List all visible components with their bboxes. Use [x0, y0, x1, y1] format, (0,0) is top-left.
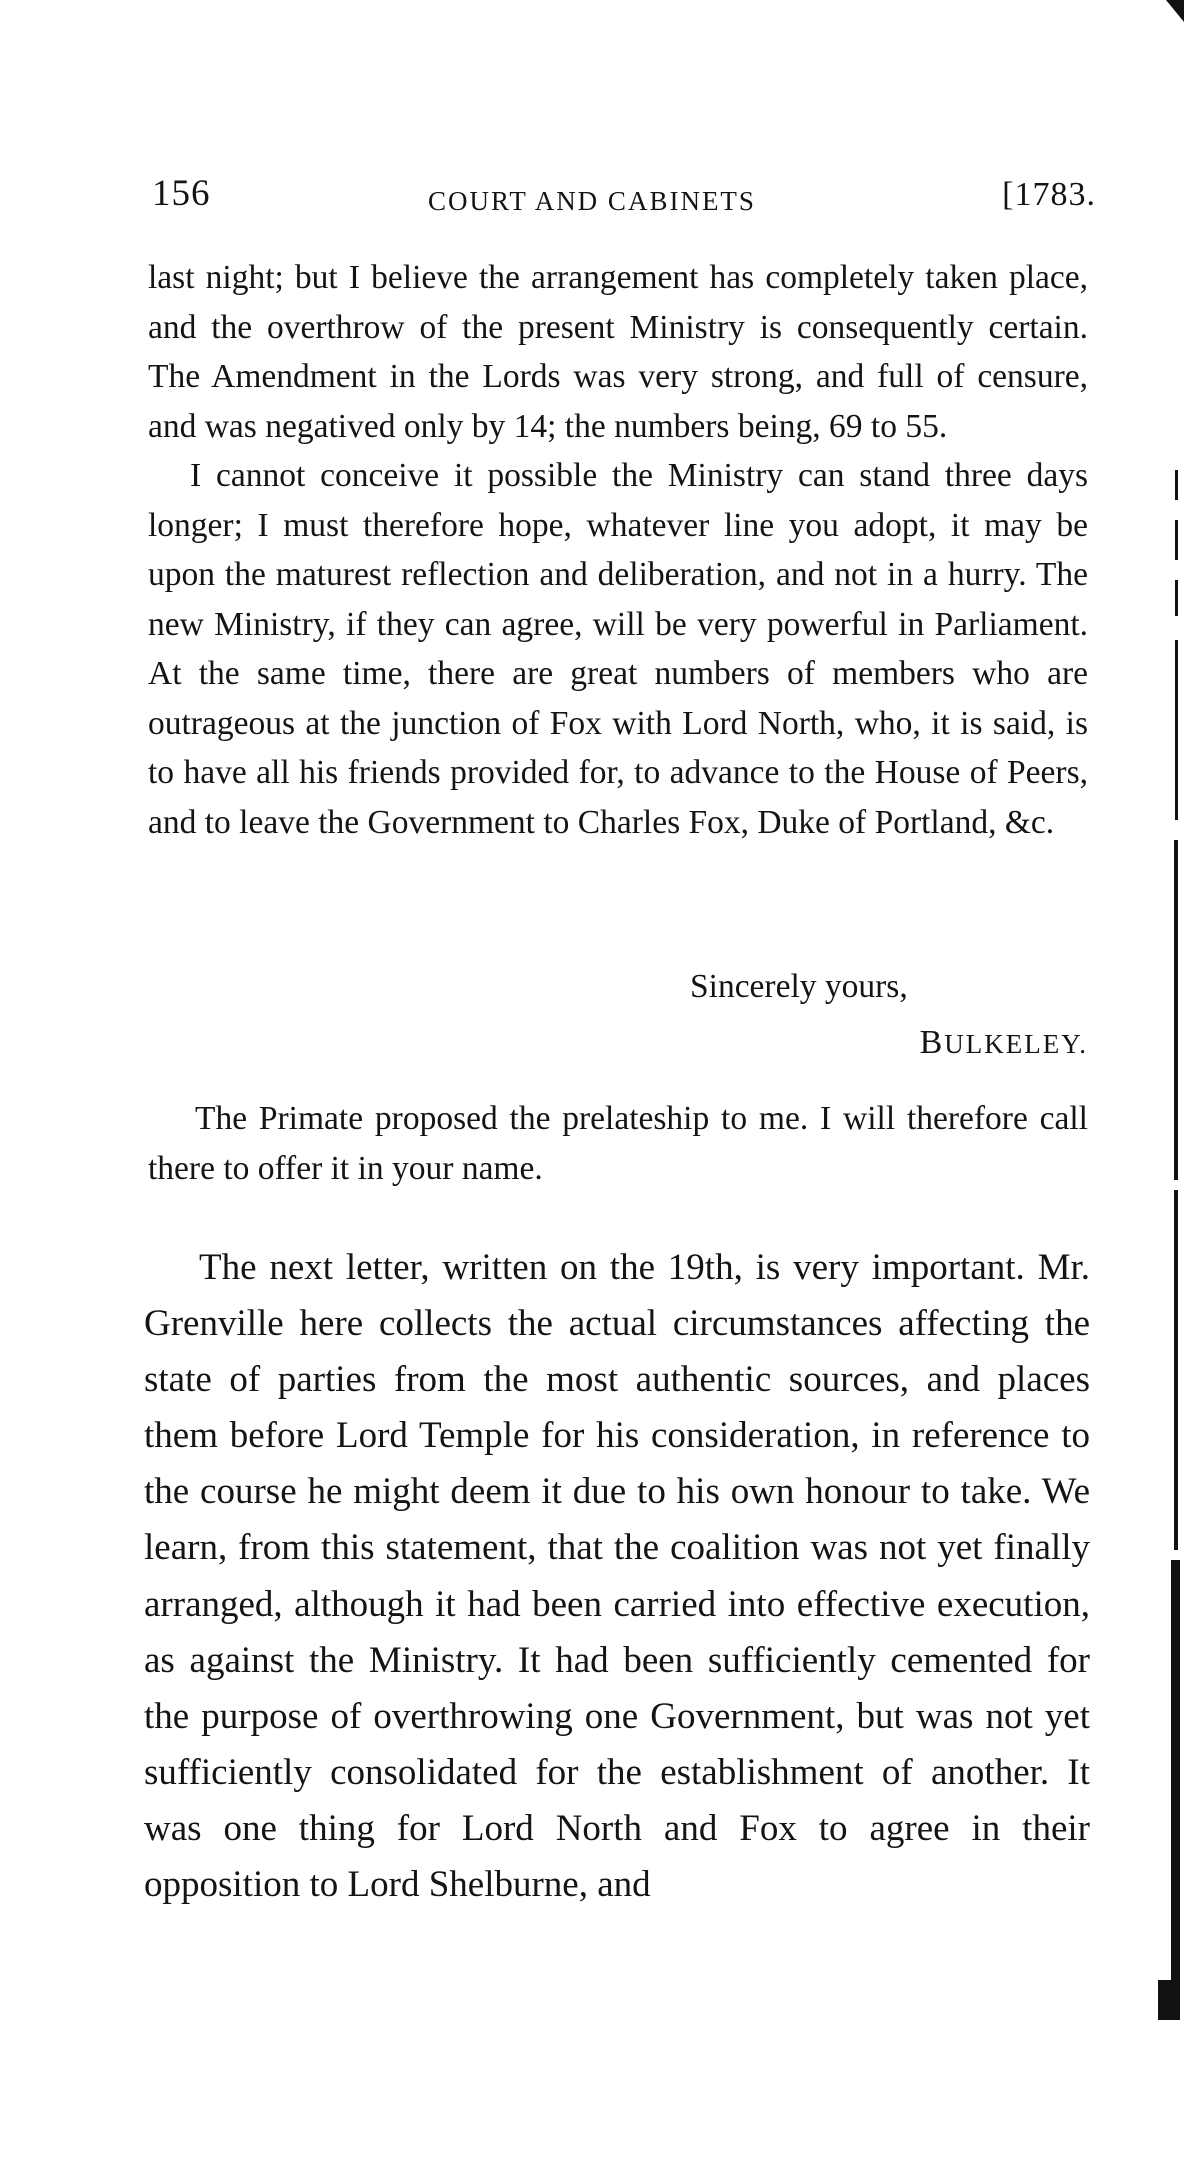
signature-rest: ULKELEY.	[944, 1029, 1088, 1059]
scan-edge-mark	[1174, 1190, 1178, 1550]
letter-body	[148, 253, 1088, 847]
scan-edge-mark	[1175, 470, 1178, 500]
narrative-text	[144, 1240, 1090, 1913]
scan-edge-mark	[1174, 840, 1178, 1180]
letter-paragraph-2: I cannot conceive it possible the Ministry can stand three days longer; I must therefore hope, whatever line you adopt, it may be upon the maturest reflection and deliberation, and not in a hurry. The new Ministry, if they can agree, will be very powerful in Parliament. At the same time, there are great numbers of members who are outrageous at the junction of Fox with Lord North, who, it is said, is to have all his friends provided for, to advance to the House of Peers, and to leave the Government to Charles Fox, Duke of Portland, &c.	[148, 457, 1088, 841]
letter-closing: Sincerely yours,	[690, 968, 908, 1005]
header-year: [1783.	[1002, 176, 1096, 213]
scan-edge-mark	[1171, 1560, 1180, 2000]
letter-signature	[920, 1024, 1088, 1062]
scan-edge-mark	[1175, 520, 1178, 560]
page-number: 156	[152, 173, 211, 214]
scan-edge-mark	[1158, 1980, 1180, 2020]
running-title: COURT AND CABINETS	[428, 186, 756, 216]
scan-edge-mark	[1175, 640, 1178, 820]
scan-corner-mark	[1166, 0, 1184, 22]
letter-paragraph-1: last night; but I believe the arrangement has completely taken place, and the overthrow of the present Ministry is consequently certain. The Amendment in the Lords was very strong, and full of censure, and was negatived only by 14; the numbers being, 69 to 55.	[148, 259, 1088, 445]
running-header	[0, 172, 1184, 232]
narrative-paragraph: The next letter, written on the 19th, is very important. Mr. Grenville here collects the actual circumstances affecting the state of parties from the most authentic sources, and places them before Lord Temple for his consideration, in reference to the course he might deem it due to his own honour to take. We learn, from this statement, that the coalition was not yet finally arranged, although it had been carried into effective execution, as against the Ministry. It had been sufficiently cemented for the purpose of overthrowing one Government, but was not yet sufficiently consolidated for the establishment of another. It was one thing for Lord North and Fox to agree in their opposition to Lord Shelburne, and	[144, 1247, 1090, 1906]
postscript: The Primate proposed the prelateship to me. I will therefore call there to offer it in your name.	[148, 1100, 1088, 1187]
signature-initial: B	[919, 1024, 945, 1061]
scan-edge-mark	[1175, 580, 1178, 616]
